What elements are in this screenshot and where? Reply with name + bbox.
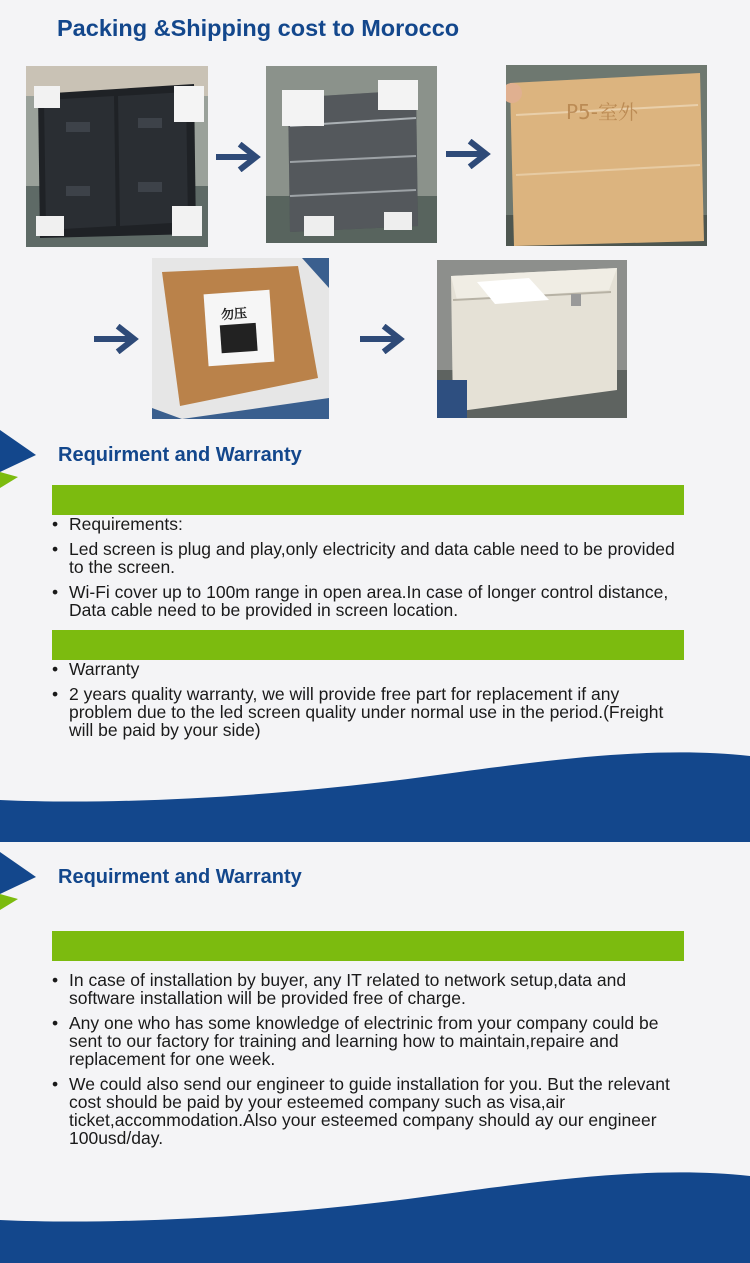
requirements-list xyxy=(46,515,686,626)
wave-divider xyxy=(0,740,750,842)
led-cabinet-photo xyxy=(26,66,208,247)
carton-box-interior-photo xyxy=(152,258,329,419)
list-item: • 2 years quality warranty, we will provide free part for replacement if any problem due to the led screen quality under normal use in the period.(Freight will be paid by your side) xyxy=(46,685,686,739)
wave-divider xyxy=(0,1160,750,1263)
installation-bar xyxy=(52,931,684,961)
arrow-right-icon xyxy=(360,324,406,354)
list-item: • Warranty xyxy=(46,660,686,678)
warranty-list xyxy=(46,660,686,746)
cardboard-wrapped-cabinet-photo xyxy=(506,65,707,246)
installation-list xyxy=(46,971,686,1154)
page-title: Packing &Shipping cost to Morocco xyxy=(57,15,460,41)
list-item: • Requirements: xyxy=(46,515,686,533)
corner-flag-icon xyxy=(0,430,40,490)
list-item: • We could also send our engineer to guide installation for you. But the relevant cost should be paid by your esteemed company such as visa,air ticket,accommodation.Also your esteemed company should ay our engineer 100usd/day. xyxy=(46,1075,686,1147)
arrow-right-icon xyxy=(216,142,262,172)
arrow-right-icon xyxy=(94,324,140,354)
requirements-bar xyxy=(52,485,684,515)
arrow-right-icon xyxy=(446,139,492,169)
stretch-wrapped-cabinet-photo xyxy=(266,66,437,243)
svg-text:勿压: 勿压 xyxy=(220,306,248,324)
warranty-bar xyxy=(52,630,684,660)
list-item: • Led screen is plug and play,only electricity and data cable need to be provided to the screen. xyxy=(46,540,686,576)
list-item: • Any one who has some knowledge of electrinic from your company could be sent to our factory for training and learning how to maintain,repaire and replacement for one week. xyxy=(46,1014,686,1068)
section-title: Requirment and Warranty xyxy=(58,866,302,888)
section-title: Requirment and Warranty xyxy=(58,444,302,466)
svg-text:P5-室外: P5-室外 xyxy=(566,100,639,124)
corner-flag-icon xyxy=(0,852,40,912)
list-item: • Wi-Fi cover up to 100m range in open area.In case of longer control distance, Data cable need to be provided in screen location. xyxy=(46,583,686,619)
wooden-case-photo xyxy=(437,260,627,418)
list-item: • In case of installation by buyer, any IT related to network setup,data and software installation will be provided free of charge. xyxy=(46,971,686,1007)
